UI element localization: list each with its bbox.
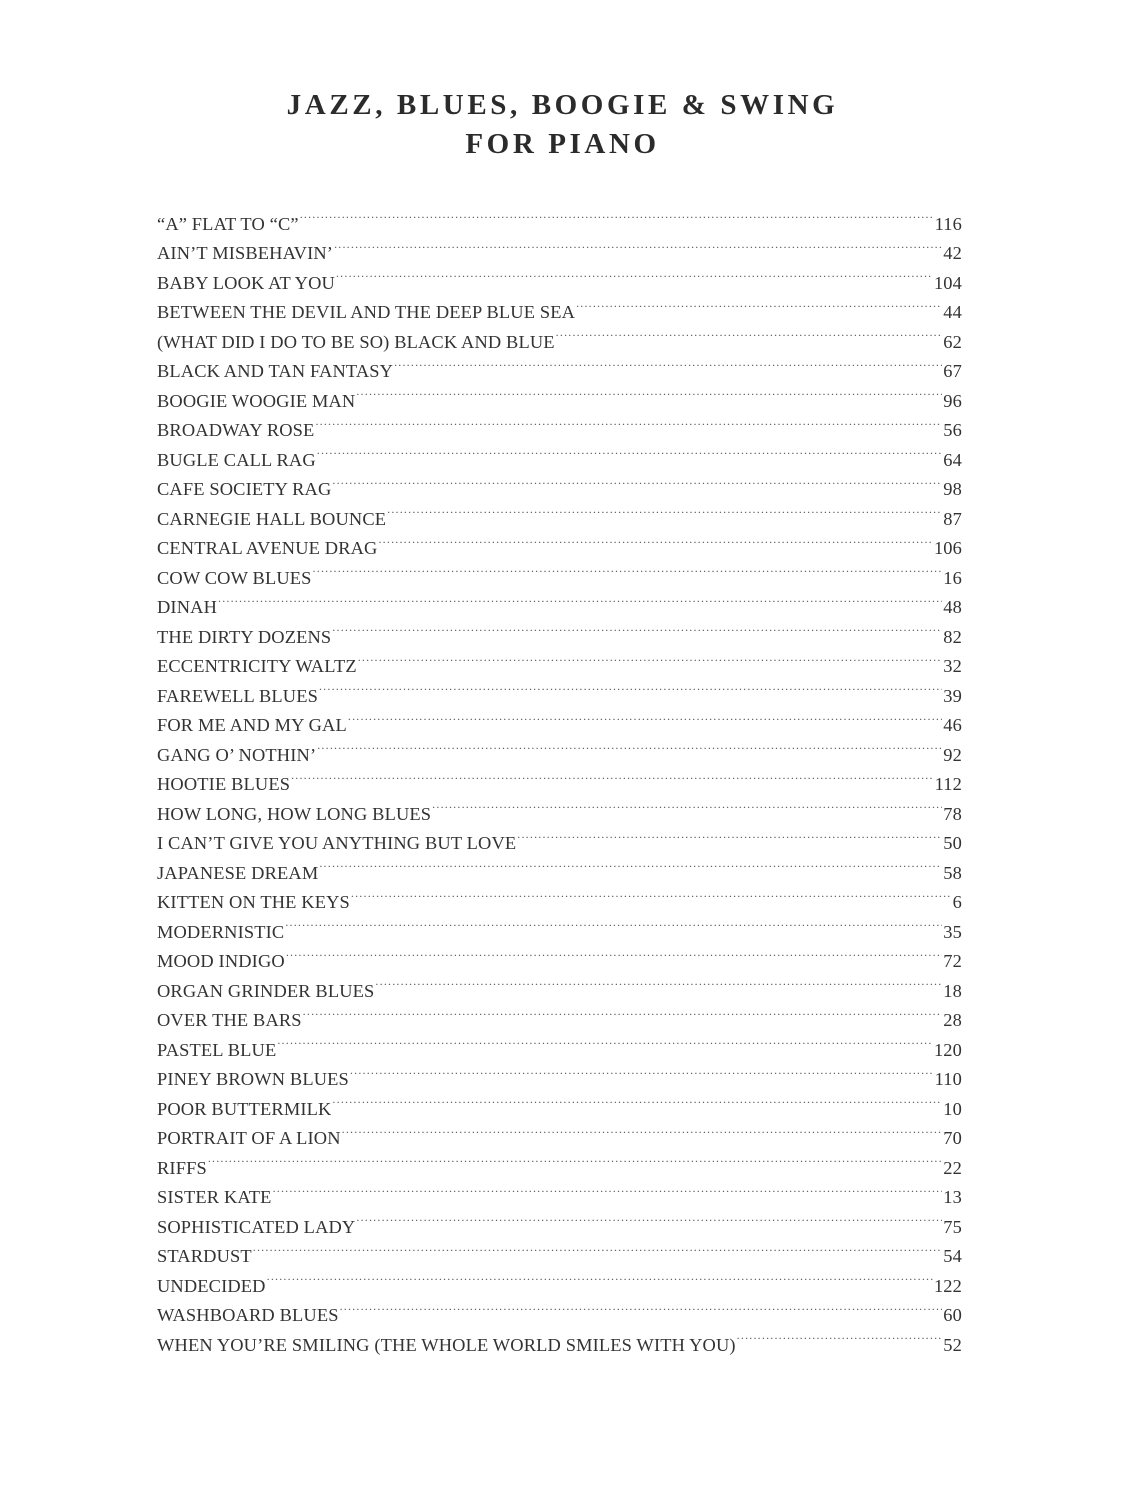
toc-entry	[157, 1144, 962, 1178]
dot-leader	[356, 1203, 942, 1233]
toc-entry-title: OVER THE BARS	[157, 1010, 302, 1030]
toc-entry-page-number: 32	[943, 656, 962, 676]
toc-entry-title: “A” FLAT TO “C”	[157, 213, 299, 234]
toc-entry-page-number: 16	[943, 567, 962, 588]
toc-entry	[157, 584, 962, 617]
toc-entry-title: BROADWAY ROSE	[157, 420, 315, 440]
toc-entry-page-number: 72	[943, 951, 962, 971]
toc-entry-title: BLACK AND TAN FANTASY	[157, 361, 394, 381]
toc-entry-page-number: 116	[934, 213, 962, 234]
dot-leader	[267, 1262, 933, 1292]
toc-entry-title: COW COW BLUES	[157, 567, 312, 588]
toc-entry	[157, 1174, 962, 1207]
toc-entry-title: MODERNISTIC	[157, 921, 285, 942]
toc-entry-page-number: 64	[943, 449, 962, 470]
dot-leader	[332, 466, 942, 496]
page-title	[0, 86, 1125, 164]
toc-entry-title: UNDECIDED	[157, 1275, 266, 1296]
toc-entry-title: BOOGIE WOOGIE MAN	[157, 390, 356, 411]
toc-entry-page-number: 58	[943, 862, 962, 883]
toc-entry-title: (WHAT DID I DO TO BE SO) BLACK AND BLUE	[157, 331, 555, 352]
toc-entry-title: CARNEGIE HALL BOUNCE	[157, 508, 387, 529]
dot-leader	[273, 1174, 943, 1204]
toc-entry-page-number: 120	[933, 1039, 962, 1060]
toc-entry-title: I CAN’T GIVE YOU ANYTHING BUT LOVE	[157, 833, 517, 853]
toc-entry-page-number: 62	[943, 331, 962, 352]
dot-leader	[556, 318, 943, 348]
toc-entry-page-number: 54	[943, 1246, 962, 1266]
toc-entry-page-number: 52	[943, 1334, 962, 1355]
toc-entry-title: AIN’T MISBEHAVIN’	[157, 243, 334, 263]
dot-leader	[576, 289, 942, 319]
toc-entry-page-number: 56	[943, 420, 962, 440]
dot-leader	[737, 1321, 943, 1351]
toc-entry-title: MOOD INDIGO	[157, 951, 285, 971]
toc-entry-page-number: 110	[934, 1069, 962, 1089]
dot-leader	[340, 1292, 943, 1322]
toc-entry-title: HOW LONG, HOW LONG BLUES	[157, 803, 432, 824]
toc-entry-title: WHEN YOU’RE SMILING (THE WHOLE WORLD SMILES WITH YOU)	[157, 1334, 736, 1355]
dot-leader	[358, 643, 943, 673]
toc-entry-page-number: 78	[943, 803, 962, 824]
toc-entry-page-number: 22	[943, 1157, 962, 1178]
toc-entry-page-number: 39	[943, 685, 962, 706]
toc-entry-page-number: 50	[943, 833, 962, 853]
dot-leader	[336, 259, 933, 289]
toc-entry-page-number: 104	[933, 272, 962, 293]
dot-leader	[351, 879, 952, 909]
dot-leader	[432, 790, 942, 820]
toc-entry-title: BABY LOOK AT YOU	[157, 272, 335, 293]
dot-leader	[317, 731, 942, 761]
toc-entry-page-number: 48	[943, 597, 962, 617]
toc-entry-page-number: 112	[934, 774, 962, 794]
toc-entry-title: WASHBOARD BLUES	[157, 1305, 339, 1325]
dot-leader	[378, 525, 932, 555]
toc-entry-page-number: 70	[943, 1128, 962, 1148]
toc-entry-page-number: 35	[943, 921, 962, 942]
toc-entry-title: CAFE SOCIETY RAG	[157, 479, 332, 499]
toc-entry	[157, 613, 962, 647]
toc-entry-title: GANG O’ NOTHIN’	[157, 744, 317, 765]
dot-leader	[317, 436, 943, 466]
toc-entry-page-number: 87	[943, 508, 962, 529]
toc-entry-page-number: 96	[943, 390, 962, 411]
toc-entry	[157, 1292, 962, 1325]
toc-entry-title: RIFFS	[157, 1157, 207, 1178]
toc-entry-page-number: 42	[943, 243, 962, 263]
dot-leader	[517, 820, 942, 850]
toc-entry-page-number: 98	[943, 479, 962, 499]
toc-entry	[157, 1026, 962, 1060]
toc-entry-title: THE DIRTY DOZENS	[157, 626, 332, 647]
toc-entry-page-number: 6	[952, 892, 962, 912]
toc-entry-title: DINAH	[157, 597, 217, 617]
toc-entry-title: ORGAN GRINDER BLUES	[157, 980, 375, 1001]
toc-entry-page-number: 44	[943, 302, 962, 322]
toc-entry-title: POOR BUTTERMILK	[157, 1098, 332, 1119]
dot-leader	[332, 613, 942, 643]
dot-leader	[332, 1085, 942, 1115]
toc-entry-page-number: 75	[943, 1216, 962, 1237]
toc-entry-title: JAPANESE DREAM	[157, 862, 319, 883]
toc-entry-page-number: 67	[943, 361, 962, 381]
toc-entry-title: SISTER KATE	[157, 1187, 272, 1207]
title-line-2: FOR PIANO	[465, 128, 660, 160]
dot-leader	[253, 1233, 943, 1263]
dot-leader	[342, 1115, 943, 1145]
toc-entry-title: HOOTIE BLUES	[157, 774, 291, 794]
toc-entry-title: BETWEEN THE DEVIL AND THE DEEP BLUE SEA	[157, 302, 576, 322]
toc-entry-title: CENTRAL AVENUE DRAG	[157, 538, 378, 558]
dot-leader	[208, 1144, 942, 1174]
toc-entry-page-number: 106	[933, 538, 962, 558]
dot-leader	[313, 554, 943, 584]
toc-entry	[157, 1203, 962, 1237]
toc-entry-title: BUGLE CALL RAG	[157, 449, 316, 470]
dot-leader	[218, 584, 942, 614]
toc-entry-title: SOPHISTICATED LADY	[157, 1216, 356, 1237]
toc-entry-title: FAREWELL BLUES	[157, 685, 318, 706]
table-of-contents	[157, 200, 962, 1355]
dot-leader	[319, 672, 942, 702]
toc-entry-title: FOR ME AND MY GAL	[157, 715, 347, 735]
dot-leader	[394, 348, 942, 378]
toc-entry	[157, 1233, 962, 1266]
dot-leader	[334, 230, 942, 260]
toc-entry-page-number: 10	[943, 1098, 962, 1119]
toc-entry-page-number: 18	[943, 980, 962, 1001]
dot-leader	[356, 377, 942, 407]
dot-leader	[291, 761, 934, 791]
toc-entry	[157, 1262, 962, 1296]
toc-entry-title: PINEY BROWN BLUES	[157, 1069, 349, 1089]
toc-entry-page-number: 82	[943, 626, 962, 647]
toc-entry-page-number: 46	[943, 715, 962, 735]
toc-entry-page-number: 92	[943, 744, 962, 765]
dot-leader	[350, 1056, 934, 1086]
dot-leader	[303, 997, 943, 1027]
dot-leader	[387, 495, 942, 525]
dot-leader	[315, 407, 942, 437]
toc-entry	[157, 200, 962, 234]
dot-leader	[375, 967, 942, 997]
dot-leader	[348, 702, 942, 732]
dot-leader	[277, 1026, 933, 1056]
toc-entry-title: STARDUST	[157, 1246, 252, 1266]
toc-entry-page-number: 60	[943, 1305, 962, 1325]
dot-leader	[300, 200, 934, 230]
title-line-1: JAZZ, BLUES, BOOGIE & SWING	[286, 89, 839, 121]
toc-entry-page-number: 28	[943, 1010, 962, 1030]
toc-entry-title: PASTEL BLUE	[157, 1039, 277, 1060]
toc-entry-page-number: 13	[943, 1187, 962, 1207]
toc-entry	[157, 1056, 962, 1089]
toc-entry-title: ECCENTRICITY WALTZ	[157, 656, 357, 676]
dot-leader	[286, 938, 942, 968]
dot-leader	[319, 849, 942, 879]
toc-entry-page-number: 122	[933, 1275, 962, 1296]
toc-entry-title: PORTRAIT OF A LION	[157, 1128, 341, 1148]
dot-leader	[285, 908, 942, 938]
toc-entry-title: KITTEN ON THE KEYS	[157, 892, 350, 912]
